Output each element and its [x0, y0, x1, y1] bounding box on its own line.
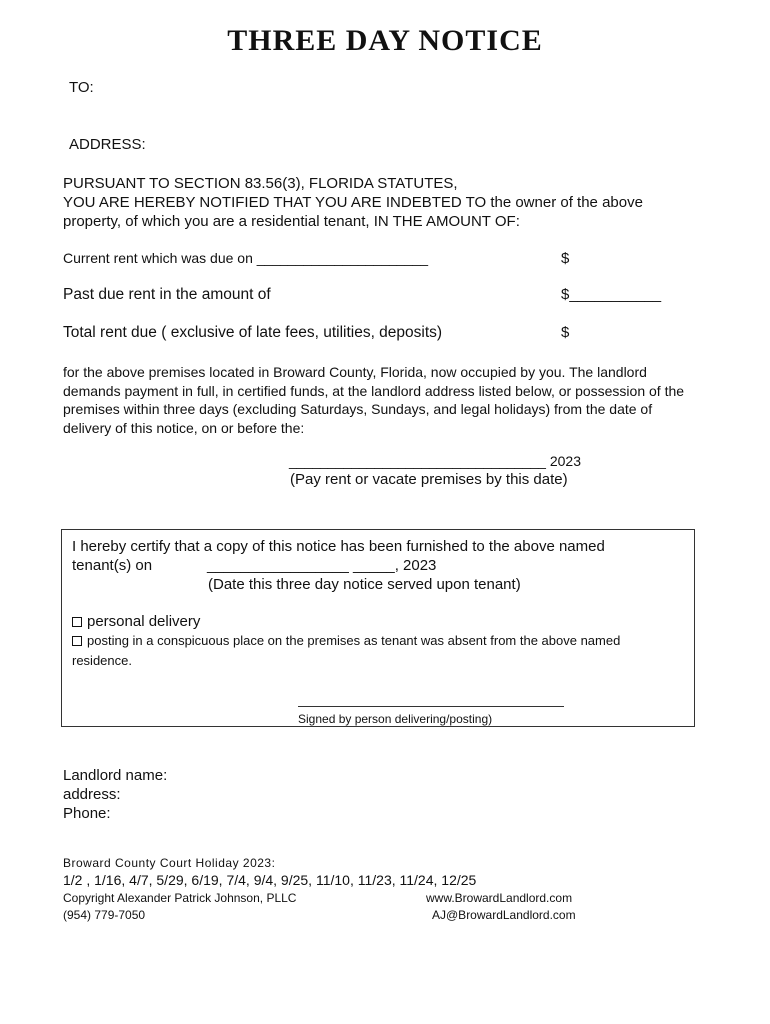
copyright-text: Copyright Alexander Patrick Johnson, PLLC: [63, 891, 297, 905]
certification-box: [61, 529, 695, 727]
landlord-name-label: Landlord name:: [63, 767, 168, 784]
option-personal-delivery[interactable]: [72, 613, 200, 630]
past-due-amount: $___________: [561, 286, 662, 303]
checkbox-personal-delivery[interactable]: [72, 617, 82, 627]
intro-line-1: PURSUANT TO SECTION 83.56(3), FLORIDA STATUTES,: [63, 175, 458, 192]
holiday-dates: 1/2 , 1/16, 4/7, 5/29, 6/19, 7/4, 9/4, 9/25, 11/10, 11/23, 11/24, 12/25: [63, 872, 477, 888]
total-rent-amount: $: [561, 324, 570, 341]
landlord-phone-label: Phone:: [63, 805, 111, 822]
posting-label-continued: residence.: [72, 653, 132, 668]
checkbox-posting[interactable]: [72, 636, 82, 646]
total-rent-label: Total rent due ( exclusive of late fees, utilities, deposits): [63, 324, 443, 341]
current-rent-label: Current rent which was due on ______________________: [63, 250, 429, 266]
footer-website[interactable]: www.BrowardLandlord.com: [426, 891, 573, 905]
notice-body: for the above premises located in Broward County, Florida, now occupied by you. The landlord demands payment in full, in certified funds, at the landlord address listed below, or possession of the premises within three days (excluding Saturdays, Sundays, and legal holidays) from the date of delivery of this notice, on or before the:: [63, 364, 685, 436]
service-date-caption: (Date this three day notice served upon tenant): [208, 576, 521, 593]
signature-line[interactable]: [298, 706, 564, 707]
current-rent-amount: $: [561, 250, 570, 267]
intro-line-2: YOU ARE HEREBY NOTIFIED THAT YOU ARE INDEBTED TO the owner of the above: [63, 194, 643, 211]
footer-email[interactable]: AJ@BrowardLandlord.com: [432, 908, 576, 922]
footer-phone: (954) 779-7050: [63, 908, 146, 922]
deadline-caption: (Pay rent or vacate premises by this date): [290, 471, 568, 488]
certify-tenant-label: tenant(s) on: [72, 557, 153, 574]
landlord-address-label: address:: [63, 786, 121, 803]
to-label: TO:: [69, 79, 94, 96]
holiday-heading: Broward County Court Holiday 2023:: [63, 856, 276, 870]
intro-line-3: property, of which you are a residential tenant, IN THE AMOUNT OF:: [63, 213, 520, 230]
service-date-blank[interactable]: _________________ _____, 2023: [207, 557, 437, 574]
certify-line-1: I hereby certify that a copy of this notice has been furnished to the above named: [72, 538, 605, 555]
page-title: THREE DAY NOTICE: [227, 24, 543, 57]
deadline-line: _________________________________ 2023: [289, 453, 581, 469]
personal-delivery-label: personal delivery: [87, 613, 201, 630]
posting-label: posting in a conspicuous place on the premises as tenant was absent from the above named: [87, 633, 621, 648]
address-label: ADDRESS:: [69, 136, 146, 153]
past-due-label: Past due rent in the amount of: [63, 286, 271, 303]
option-posting[interactable]: [72, 633, 620, 648]
signature-caption: Signed by person delivering/posting): [298, 712, 493, 726]
